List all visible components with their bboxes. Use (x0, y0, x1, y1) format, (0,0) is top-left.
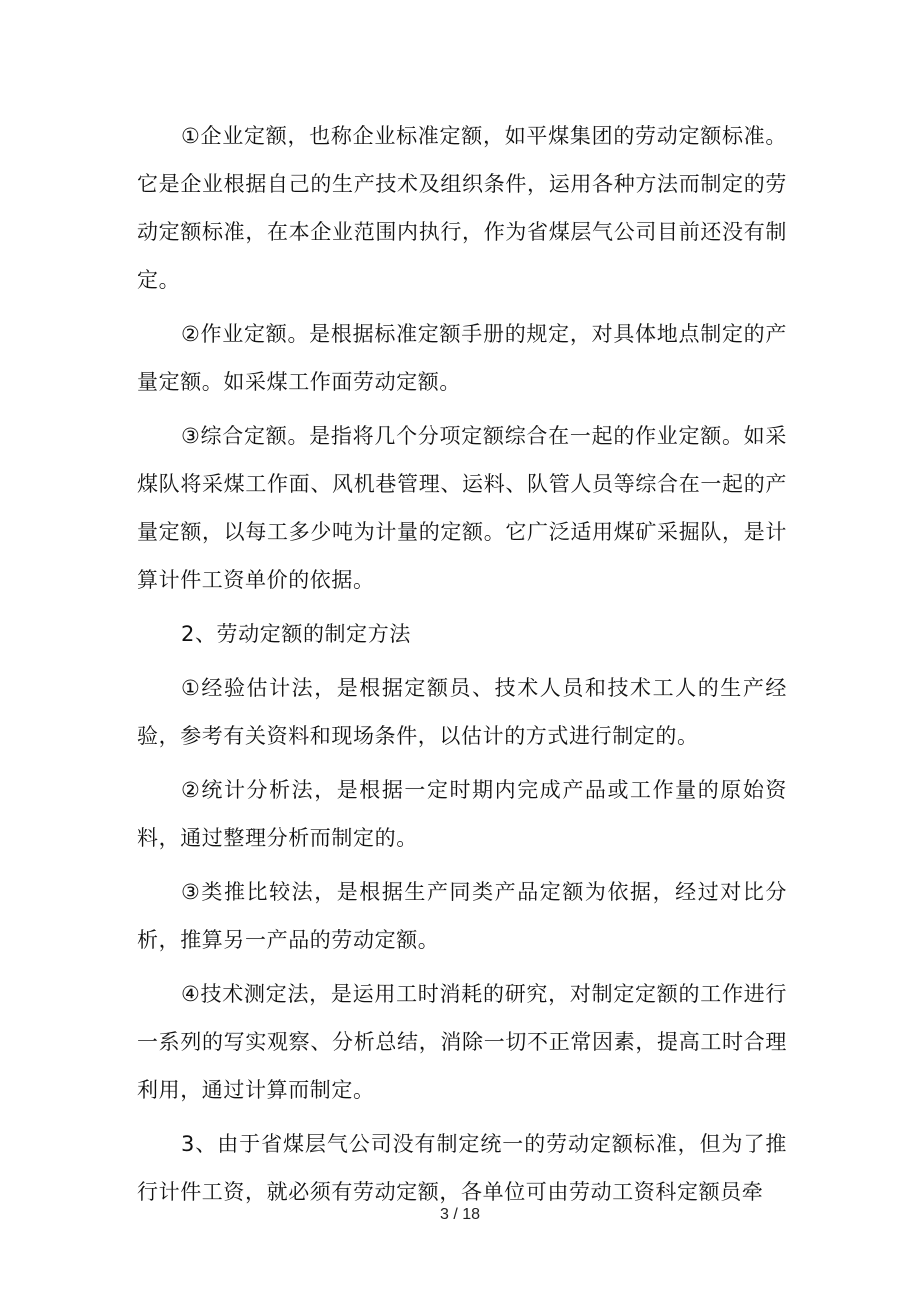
paragraph-statistical-analysis: ②统计分析法，是根据一定时期内完成产品或工作量的原始资料，通过整理分析而制定的。 (137, 778, 787, 850)
paragraph-enterprise-quota: ①企业定额，也称企业标准定额，如平煤集团的劳动定额标准。它是企业根据自己的生产技术及组织条件，运用各种方法而制定的劳动定额标准，在本企业范围内执行，作为省煤层气公司目前还没有制定。 (137, 124, 787, 292)
paragraph-comprehensive-quota: ③综合定额。是指将几个分项定额综合在一起的作业定额。如采煤队将采煤工作面、风机巷管理、运料、队管人员等综合在一起的产量定额，以每工多少吨为计量的定额。它广泛适用煤矿采掘队，是计算计件工资单价的依据。 (137, 424, 787, 592)
section-heading-methods: 2、劳动定额的制定方法 (181, 622, 411, 646)
paragraph-operation-quota: ②作业定额。是根据标准定额手册的规定，对具体地点制定的产量定额。如采煤工作面劳动定额。 (137, 322, 787, 394)
document-body (137, 112, 787, 1222)
page-number: 3 / 18 (439, 1206, 481, 1223)
paragraph-section-3: 3、由于省煤层气公司没有制定统一的劳动定额标准，但为了推行计件工资，就必须有劳动定额，各单位可由劳动工资科定额员牵 (137, 1132, 787, 1204)
paragraph-analogy-comparison: ③类推比较法，是根据生产同类产品定额为依据，经过对比分析，推算另一产品的劳动定额。 (137, 880, 787, 952)
paragraph-technical-measurement: ④技术测定法，是运用工时消耗的研究，对制定定额的工作进行一系列的写实观察、分析总结，消除一切不正常因素，提高工时合理利用，通过计算而制定。 (137, 982, 787, 1102)
paragraph-experience-estimation: ①经验估计法，是根据定额员、技术人员和技术工人的生产经验，参考有关资料和现场条件，以估计的方式进行制定的。 (137, 676, 787, 748)
